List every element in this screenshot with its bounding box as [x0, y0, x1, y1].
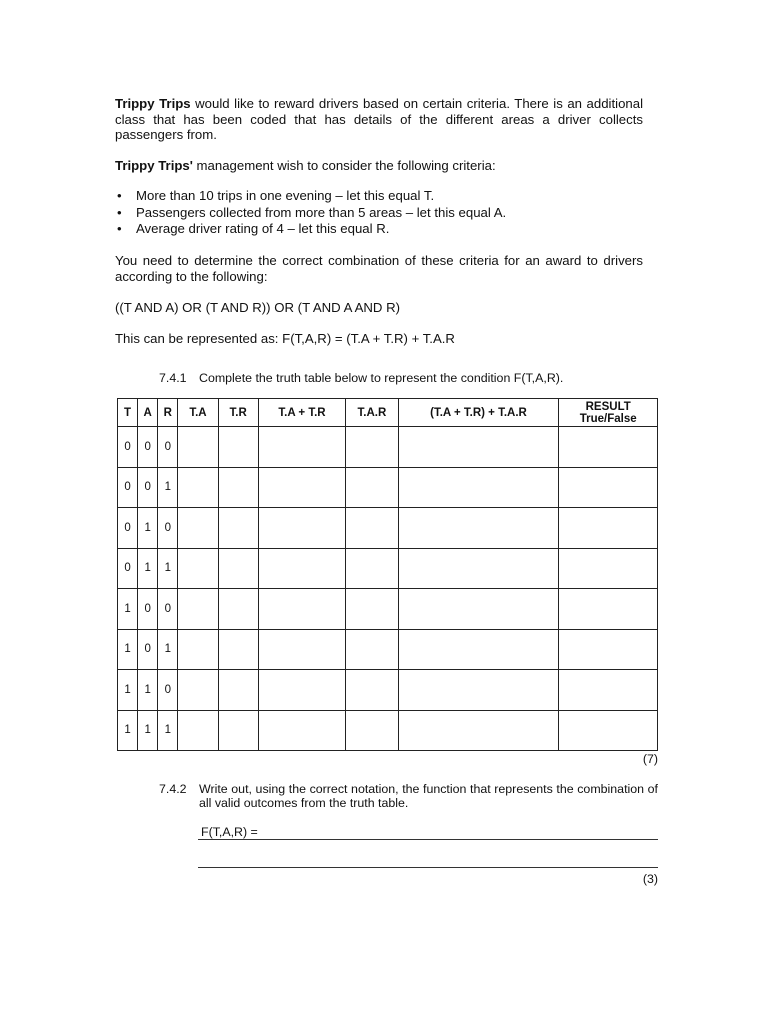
answer-cell[interactable] — [346, 467, 398, 508]
answer-cell[interactable] — [218, 467, 258, 508]
header-t: T — [118, 399, 138, 427]
answer-cell[interactable] — [218, 670, 258, 711]
header-tr: T.R — [218, 399, 258, 427]
boolean-representation: This can be represented as: F(T,A,R) = (T.A + T.R) + T.A.R — [115, 331, 455, 346]
answer-cell[interactable] — [258, 670, 345, 711]
answer-cell[interactable] — [258, 467, 345, 508]
table-row: 0 1 0 — [118, 508, 658, 549]
table-row: 0 1 1 — [118, 548, 658, 589]
header-a: A — [138, 399, 158, 427]
table-row: 0 0 1 — [118, 467, 658, 508]
answer-cell[interactable] — [178, 710, 218, 751]
header-r: R — [158, 399, 178, 427]
answer-cell[interactable] — [346, 548, 398, 589]
intro-paragraph — [115, 96, 643, 143]
question-text-742: Write out, using the correct notation, the function that represents the combination of all valid outcomes from the truth table. — [199, 782, 658, 810]
criteria-item: • Average driver rating of 4 – let this equal R. — [117, 221, 390, 236]
answer-cell[interactable] — [218, 548, 258, 589]
answer-cell[interactable] — [398, 508, 559, 549]
answer-cell[interactable] — [559, 629, 658, 670]
truth-table-header-row — [118, 399, 658, 427]
determine-paragraph: You need to determine the correct combination of these criteria for an award to drivers according to the following: — [115, 253, 643, 284]
answer-cell[interactable] — [559, 589, 658, 630]
answer-cell[interactable] — [559, 548, 658, 589]
answer-cell[interactable] — [258, 548, 345, 589]
header-ta: T.A — [178, 399, 218, 427]
answer-cell[interactable] — [178, 427, 218, 468]
answer-cell[interactable] — [559, 508, 658, 549]
criteria-item: • More than 10 trips in one evening – let this equal T. — [117, 188, 435, 203]
answer-cell[interactable] — [258, 629, 345, 670]
answer-cell[interactable] — [218, 710, 258, 751]
answer-cell[interactable] — [346, 589, 398, 630]
answer-cell[interactable] — [398, 548, 559, 589]
answer-cell[interactable] — [218, 629, 258, 670]
answer-line-1[interactable] — [198, 839, 658, 840]
management-text: management wish to consider the following criteria: — [192, 158, 496, 173]
answer-cell[interactable] — [559, 427, 658, 468]
answer-cell[interactable] — [258, 508, 345, 549]
answer-cell[interactable] — [178, 629, 218, 670]
mark-742: (3) — [642, 872, 658, 886]
answer-cell[interactable] — [398, 710, 559, 751]
answer-cell[interactable] — [559, 467, 658, 508]
question-text-741: Complete the truth table below to represent the condition F(T,A,R). — [199, 371, 564, 385]
answer-cell[interactable] — [218, 427, 258, 468]
answer-cell[interactable] — [178, 589, 218, 630]
mark-741: (7) — [642, 752, 658, 766]
answer-cell[interactable] — [559, 710, 658, 751]
answer-cell[interactable] — [346, 427, 398, 468]
table-row: 1 1 1 — [118, 710, 658, 751]
answer-cell[interactable] — [346, 629, 398, 670]
answer-cell[interactable] — [218, 589, 258, 630]
answer-cell[interactable] — [178, 548, 218, 589]
answer-cell[interactable] — [218, 508, 258, 549]
table-row: 1 0 1 — [118, 629, 658, 670]
answer-cell[interactable] — [398, 427, 559, 468]
table-row: 0 0 0 — [118, 427, 658, 468]
management-paragraph — [115, 158, 643, 174]
header-tar: T.A.R — [346, 399, 398, 427]
criteria-list — [115, 188, 643, 238]
answer-cell[interactable] — [178, 670, 218, 711]
answer-cell[interactable] — [398, 589, 559, 630]
logic-expression: ((T AND A) OR (T AND R)) OR (T AND A AND R) — [115, 300, 401, 315]
answer-cell[interactable] — [346, 508, 398, 549]
header-full-expression: (T.A + T.R) + T.A.R — [398, 399, 559, 427]
criteria-item: • Passengers collected from more than 5 areas – let this equal A. — [117, 204, 507, 220]
answer-cell[interactable] — [258, 589, 345, 630]
answer-cell[interactable] — [258, 427, 345, 468]
question-number-742: 7.4.2 — [159, 782, 187, 796]
answer-cell[interactable] — [559, 670, 658, 711]
answer-line-2[interactable] — [198, 867, 658, 868]
answer-cell[interactable] — [178, 508, 218, 549]
bullet-icon: • — [117, 221, 122, 236]
question-number-741: 7.4.1 — [159, 371, 187, 385]
answer-cell[interactable] — [258, 710, 345, 751]
answer-cell[interactable] — [346, 670, 398, 711]
brand-name: Trippy Trips — [115, 96, 191, 111]
answer-cell[interactable] — [398, 467, 559, 508]
brand-name-possessive: Trippy Trips' — [115, 158, 193, 173]
answer-cell[interactable] — [398, 629, 559, 670]
answer-cell[interactable] — [398, 670, 559, 711]
answer-cell[interactable] — [346, 710, 398, 751]
table-row: 1 1 0 — [118, 670, 658, 711]
intro-text: would like to reward drivers based on certain criteria. There is an additional class that has been coded that has details of the different areas a driver collects passengers from. — [115, 96, 643, 142]
answer-prefix: F(T,A,R) = — [201, 825, 258, 839]
bullet-icon: • — [117, 188, 122, 203]
header-ta-plus-tr: T.A + T.R — [258, 399, 345, 427]
answer-cell[interactable] — [178, 467, 218, 508]
table-row: 1 0 0 — [118, 589, 658, 630]
truth-table — [117, 398, 658, 751]
header-result: RESULT True/False — [559, 399, 658, 427]
bullet-icon: • — [117, 204, 122, 220]
